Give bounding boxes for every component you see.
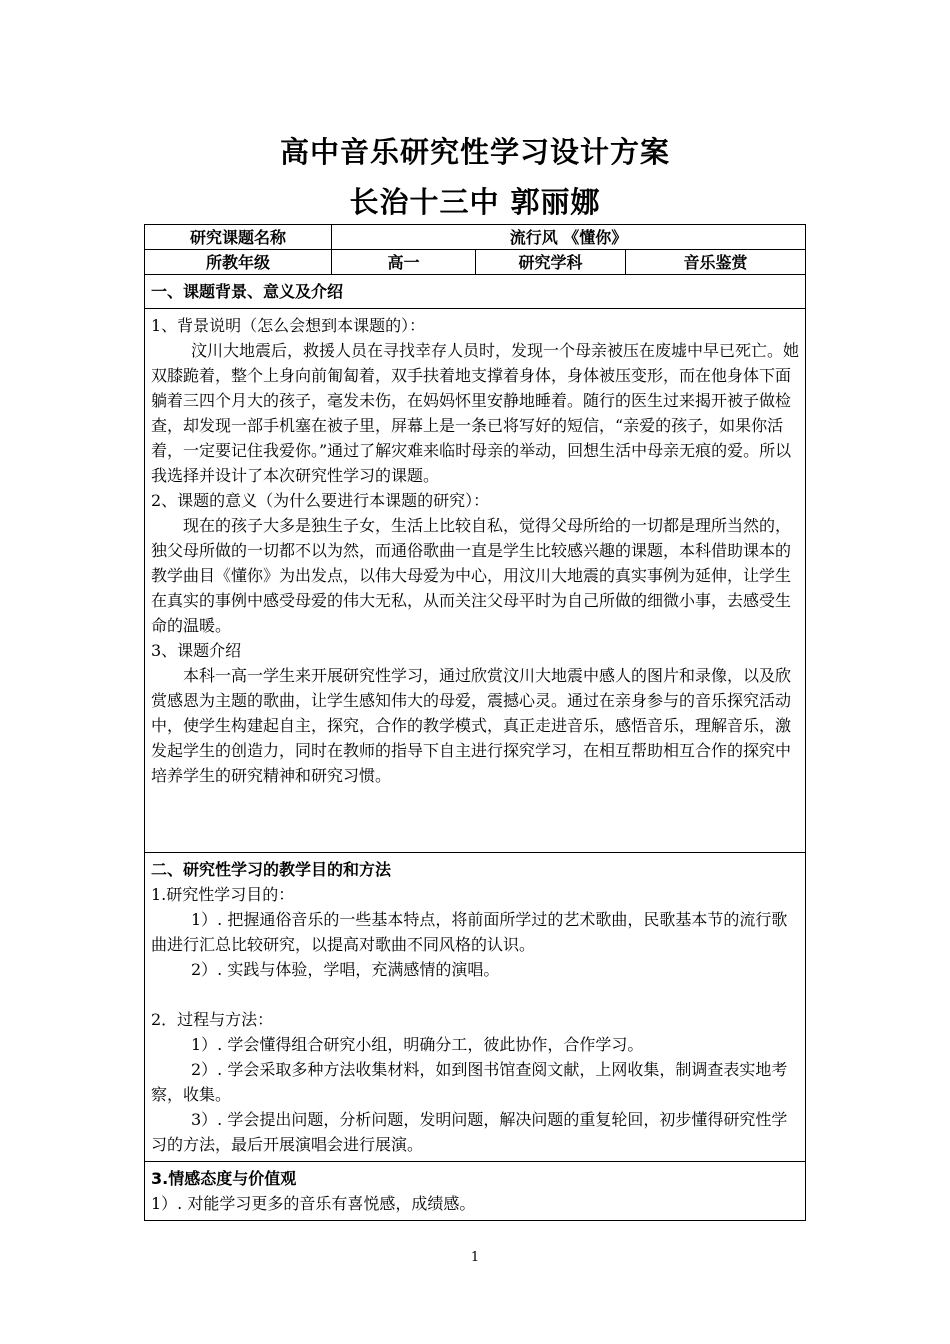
- significance-heading: 2、课题的意义（为什么要进行本课题的研究）：: [151, 491, 490, 510]
- page-number: 1: [470, 1250, 480, 1265]
- goal-item-1: 1）. 把握通俗音乐的一些基本特点，将前面所学过的艺术歌曲，民歌基本节的流行歌曲进行汇总比较研究，以提高对歌曲不同风格的认识。: [151, 910, 788, 954]
- section2-body: [145, 853, 806, 1162]
- document-subtitle: 长治十三中 郭丽娜: [349, 185, 601, 219]
- section2-heading: 二、研究性学习的教学目的和方法: [151, 860, 392, 879]
- section1-body: [145, 309, 806, 853]
- method-item-2: 2）. 学会采取多种方法收集材料，如到图书馆查阅文献，上网收集，制调查表实地考察，收集。: [151, 1060, 788, 1104]
- methods-heading: 2．过程与方法：: [151, 1010, 274, 1029]
- document-title: 高中音乐研究性学习设计方案: [279, 135, 670, 169]
- significance-text: 现在的孩子大多是独生子女，生活上比较自私，觉得父母所给的一切都是理所当然的，独父母所做的一切都不以为然，而通俗歌曲一直是学生比较感兴趣的课题，本科借助课本的教学曲目《懂你》为出发点，以伟大母爱为中心，用汶川大地震的真实事例为延伸，让学生在真实的事例中感受母爱的伟大无私，从而关注父母平时为自己所做的细微小事，去感受生命的温暖。: [151, 516, 792, 635]
- topic-row: [145, 225, 806, 250]
- section1-heading-row: [145, 275, 806, 309]
- goals-heading: 1.研究性学习目的：: [151, 885, 295, 904]
- background-heading: 1、背景说明（怎么会想到本课题的）：: [151, 316, 426, 335]
- method-item-3: 3）. 学会提出问题，分析问题，发明问题，解决问题的重复轮回，初步懂得研究性学习的方法，最后开展演唱会进行展演。: [151, 1110, 788, 1154]
- background-text: 汶川大地震后，救援人员在寻找幸存人员时，发现一个母亲被压在废墟中早已死亡。她双膝跪着，整个上身向前匍匐着，双手扶着地支撑着身体，身体被压变形，而在他身体下面躺着三四个月大的孩子，毫发未伤，在妈妈怀里安静地睡着。随行的医生过来揭开被子做检查，却发现一部手机塞在被子里，屏幕上是一条已将写好的短信，“亲爱的孩子，如果你活着，一定要记住我爱你。”通过了解灾难来临时母亲的举动，回想生活中母亲无痕的爱。所以我选择并设计了本次研究性学习的课题。: [151, 341, 800, 485]
- emotion-item-1: 1）. 对能学习更多的音乐有喜悦感，成绩感。: [151, 1194, 476, 1213]
- section2-row: [145, 853, 806, 1162]
- subject-label: 研究学科: [476, 250, 626, 275]
- section1-heading: 一、课题背景、意义及介绍: [145, 275, 806, 309]
- subject-value: 音乐鉴赏: [626, 250, 806, 275]
- method-item-1: 1）. 学会懂得组合研究小组，明确分工，彼此协作，合作学习。: [191, 1035, 644, 1054]
- intro-text: 本科一高一学生来开展研究性学习，通过欣赏汶川大地震中感人的图片和录像，以及欣赏感恩为主题的歌曲，让学生感知伟大的母爱，震撼心灵。通过在亲身参与的音乐探究活动中，使学生构建起自主，探究，合作的教学模式，真正走进音乐，感悟音乐，理解音乐，激发起学生的创造力，同时在教师的指导下自主进行探究学习，在相互帮助相互合作的探究中培养学生的研究精神和研究习惯。: [151, 666, 792, 785]
- grade-row: [145, 250, 806, 275]
- topic-label: 研究课题名称: [145, 225, 332, 250]
- goal-item-2: 2）. 实践与体验，学唱，充满感情的演唱。: [191, 960, 500, 979]
- grade-label: 所教年级: [145, 250, 332, 275]
- topic-value: 流行风 《懂你》: [332, 225, 806, 250]
- intro-heading: 3、课题介绍: [151, 641, 242, 660]
- section3-body: [145, 1162, 806, 1221]
- section1-body-row: [145, 309, 806, 853]
- section3-heading: 3.情感态度与价值观: [151, 1169, 297, 1188]
- grade-value: 高一: [332, 250, 476, 275]
- section3-row: [145, 1162, 806, 1221]
- design-table: [144, 224, 806, 1221]
